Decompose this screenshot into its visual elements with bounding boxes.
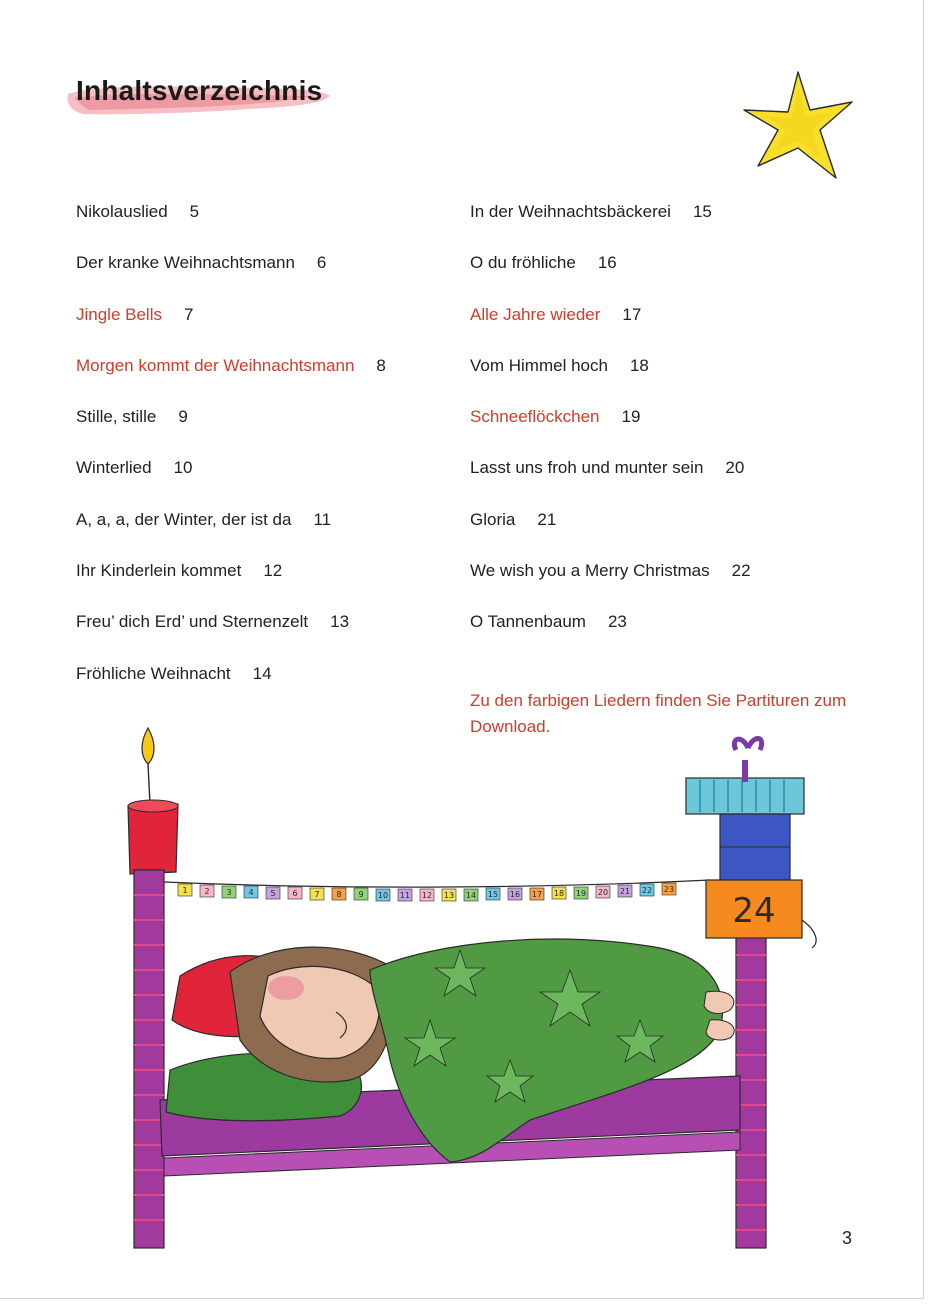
toc-entry-title: Gloria: [470, 509, 516, 529]
calendar-flag: [618, 885, 632, 897]
toc-entry-page: 18: [629, 355, 649, 375]
toc-entry-page: 9: [178, 407, 188, 427]
toc-entry-page: 19: [621, 407, 641, 427]
calendar-flag: [530, 888, 544, 900]
toc-entry: [470, 402, 860, 453]
calendar-flag-number: 12: [421, 891, 433, 900]
toc-entry: [470, 300, 860, 351]
calendar-flag: [486, 888, 500, 900]
calendar-flag-number: 17: [531, 890, 543, 899]
toc-entry-title: Der kranke Weihnachtsmann: [76, 253, 295, 273]
toc-entry: [76, 402, 466, 453]
calendar-flag: [662, 883, 676, 895]
calendar-flag: [332, 888, 346, 900]
heading-block: [60, 72, 340, 122]
toc-entry-page: 8: [376, 355, 386, 375]
calendar-flag: [222, 886, 236, 898]
calendar-flag-number: 14: [465, 891, 477, 900]
calendar-flag: [398, 889, 412, 901]
calendar-flag-number: 21: [619, 887, 631, 896]
toc-entry: [76, 351, 466, 402]
calendar-flag-number: 16: [509, 890, 521, 899]
calendar-flag-number: 2: [204, 887, 210, 896]
toc-entry-title: Fröhliche Weihnacht: [76, 663, 231, 683]
page-title: Inhaltsverzeichnis: [76, 75, 323, 106]
candle-icon: [128, 728, 178, 874]
calendar-flag-number: 5: [270, 889, 276, 898]
calendar-flag-number: 23: [663, 885, 675, 894]
calendar-flag: [354, 888, 368, 900]
toc-entry-title: Stille, stille: [76, 407, 157, 427]
calendar-flag-number: 8: [336, 890, 342, 899]
toc-entry-page: 21: [537, 509, 557, 529]
calendar-flag: [310, 888, 324, 900]
toc-entry: [470, 453, 860, 504]
toc-entry-title: Lasst uns froh und munter sein: [470, 458, 704, 478]
calendar-flag-number: 22: [641, 886, 653, 895]
gift-number: 24: [732, 891, 776, 931]
toc-entry-page: 11: [313, 509, 332, 529]
toc-entry-title: O Tannenbaum: [470, 612, 586, 632]
toc-entry: [470, 556, 860, 607]
calendar-flag-number: 13: [443, 891, 455, 900]
toc-left-column: [76, 197, 466, 710]
calendar-flag: [288, 887, 302, 899]
calendar-flag: [640, 884, 654, 896]
toc-entry-title: We wish you a Merry Christmas: [470, 561, 710, 581]
calendar-flag: [266, 887, 280, 899]
toc-entry-page: 10: [173, 458, 193, 478]
calendar-flag-number: 1: [182, 886, 188, 895]
toc-entry: [76, 505, 466, 556]
calendar-flag: [442, 889, 456, 901]
calendar-flag-number: 20: [597, 888, 609, 897]
toc-entry-title: Winterlied: [76, 458, 152, 478]
sleeping-child-illustration: [100, 720, 840, 1260]
calendar-flag: [552, 887, 566, 899]
download-note: Zu den farbigen Liedern finden Sie Partituren zum Download.: [470, 691, 847, 736]
calendar-flag-number: 7: [314, 890, 320, 899]
toc-entry-page: 15: [692, 202, 712, 221]
toc-entry-page: 16: [597, 253, 617, 273]
calendar-flag: [574, 887, 588, 899]
calendar-flag-number: 18: [553, 889, 565, 898]
toc-entry-title: Morgen kommt der Weihnachtsmann: [76, 355, 355, 375]
toc-entry-title: Nikolauslied: [76, 202, 168, 221]
toc-entry: [470, 505, 860, 556]
toc-entry: [76, 453, 466, 504]
calendar-flag-number: 15: [487, 890, 499, 899]
toc-entry-title: A, a, a, der Winter, der ist da: [76, 509, 292, 529]
toc-entry: [76, 659, 466, 710]
advent-calendar-garland: [178, 883, 676, 901]
toc-entry: [470, 248, 860, 299]
calendar-flag: [244, 886, 258, 898]
page-number: 3: [842, 1228, 853, 1248]
toc-entry-page: 20: [725, 458, 745, 478]
calendar-flag-number: 6: [292, 889, 298, 898]
calendar-flag: [200, 885, 214, 897]
toc-entry-title: Vom Himmel hoch: [470, 355, 608, 375]
calendar-flag-number: 4: [248, 888, 254, 897]
toc-entry: [76, 197, 466, 248]
toc-entry-page: 23: [607, 612, 627, 632]
toc-entry: [470, 197, 860, 248]
calendar-flag-number: 10: [377, 891, 389, 900]
toc-entry: [76, 248, 466, 299]
toc-entry-page: 7: [184, 304, 194, 324]
toc-entry-title: In der Weihnachtsbäckerei: [470, 202, 671, 221]
toc-entry-page: 14: [252, 663, 272, 683]
toc-entry-page: 22: [731, 561, 751, 581]
calendar-flag: [376, 889, 390, 901]
star-icon: [740, 70, 860, 188]
toc-entry-title: Alle Jahre wieder: [470, 304, 601, 324]
calendar-flag-number: 19: [575, 889, 587, 898]
calendar-flag: [178, 884, 192, 896]
toc-right-column: [470, 197, 860, 659]
toc-entry-page: 13: [330, 612, 350, 632]
calendar-flag-number: 3: [226, 888, 232, 897]
toc-entry-title: O du fröhliche: [470, 253, 576, 273]
toc-entry: [76, 300, 466, 351]
calendar-flag: [596, 886, 610, 898]
calendar-flag-number: 9: [358, 890, 364, 899]
toc-entry-page: 6: [316, 253, 327, 273]
toc-entry: [76, 556, 466, 607]
toc-entry-title: Schneeflöckchen: [470, 407, 600, 427]
toc-entry-title: Ihr Kinderlein kommet: [76, 561, 242, 581]
toc-entry-page: 5: [189, 202, 200, 221]
toc-entry: [470, 351, 860, 402]
gift-stack-icon: [686, 738, 816, 948]
toc-entry-page: 12: [263, 561, 283, 581]
calendar-flag: [464, 889, 478, 901]
calendar-flag: [508, 888, 522, 900]
toc-entry-title: Jingle Bells: [76, 304, 162, 324]
toc-entry: [470, 607, 860, 658]
calendar-flag: [420, 889, 434, 901]
toc-entry-page: 17: [622, 304, 642, 324]
calendar-flag-number: 11: [399, 891, 411, 900]
toc-entry-title: Freu’ dich Erd’ und Sternenzelt: [76, 612, 309, 632]
toc-entry: [76, 607, 466, 658]
